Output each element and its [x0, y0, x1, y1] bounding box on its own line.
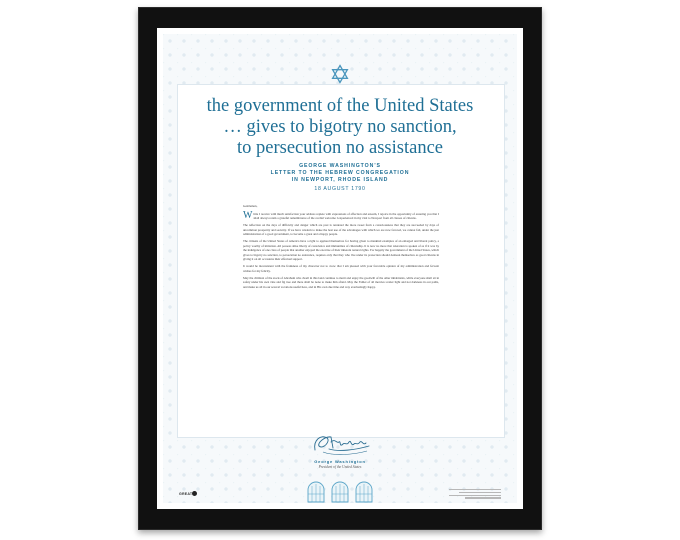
subtitle-line-2: LETTER TO THE HEBREW CONGREGATION [270, 170, 410, 176]
washington-signature-image [309, 430, 373, 458]
letter-date: 18 AUGUST 1790 [314, 186, 366, 192]
subtitle-line-1: GEORGE WASHINGTON’S [299, 163, 381, 169]
drop-cap: W [243, 209, 253, 221]
subtitle-line-3: IN NEWPORT, RHODE ISLAND [291, 177, 389, 183]
publisher-logo [179, 492, 207, 500]
publisher-logo-icon [192, 491, 197, 496]
signatory-name: George Washington [314, 459, 366, 464]
paragraph-4: It would be inconsistent with the frankness of my character not to avow that I am pleased with your favorable opinion of my administration and fervent wishes for my felicity. [243, 264, 439, 273]
credit-fine-print [449, 489, 501, 499]
publisher-logo-text: GREAT [179, 492, 193, 496]
paragraph-1 [243, 209, 439, 221]
arched-windows-icon [304, 481, 376, 503]
print-paper [163, 34, 517, 503]
paragraph-5: May the children of the stock of Abraham who dwell in this land continue to merit and enjoy the goodwill of the other inhabitants, while everyone shall sit in safety under his own vine and fig tree and there shall be none to make him afraid. May the Father of all mercies scatter light and not darkness in our paths, and make us all in our several vocations useful here, and in His own due time and way everlastingly happy. [243, 275, 439, 289]
paragraph-1-text: hile I receive with much satisfaction your address replete with expressions of affection and esteem, I rejoice in the opportunity of assuring you that I shall always retain a grateful remembrance of the cordial welcome I experienced in my visit to Newport from all classes of citizens. [253, 211, 439, 220]
picture-frame [138, 7, 542, 530]
paragraph-2: The reflection on the days of difficulty and danger which are past is rendered the more sweet from a consciousness that they are succeeded by days of uncommon prosperity and security. If we have wisdom to make the best use of the advantages with which we are now favored, we cannot fail, under the just administration of a good government, to become a great and a happy people. [243, 223, 439, 237]
headline-line-3: to persecution no assistance [236, 138, 443, 158]
headline-line-1: the government of the United States [206, 96, 474, 116]
letter-body [243, 204, 439, 292]
signatory-title: President of the United States [318, 465, 362, 469]
paragraph-3: The citizens of the United States of America have a right to applaud themselves for having given to mankind examples of an enlarged and liberal policy, a policy worthy of imitation. All possess alike liberty of conscience and immunities of citizenship. It is now no more that toleration is spoken of as if it was by the indulgence of one class of people that another enjoyed the exercise of their inherent natural rights. For happily the government of the United States, which gives to bigotry no sanction, to persecution no assistance, requires only that they who live under its protection should demean themselves as good citizens in giving it on all occasions their effectual support. [243, 239, 439, 262]
star-of-david-icon [330, 64, 350, 84]
salutation: Gentlemen, [243, 204, 258, 208]
frame-mat [157, 28, 523, 509]
headline-line-2: … gives to bigotry no sanction, [223, 117, 457, 137]
